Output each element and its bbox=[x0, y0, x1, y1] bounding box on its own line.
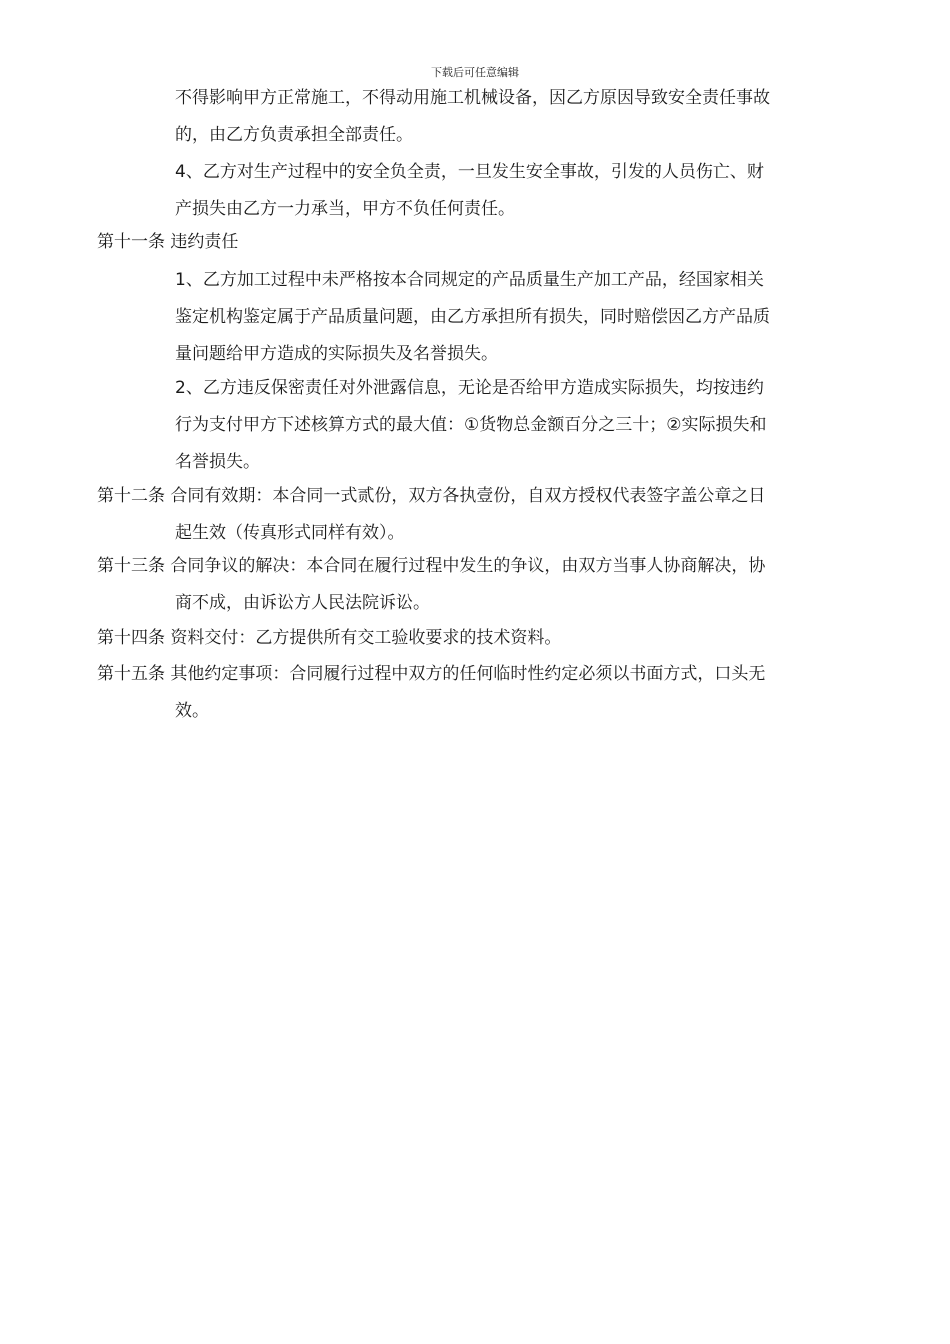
article-12 bbox=[97, 478, 765, 552]
article-14 bbox=[97, 620, 561, 657]
text-line: 名誉损失。 bbox=[175, 452, 260, 472]
article-11-heading bbox=[97, 224, 238, 261]
text-line: 第十二条 合同有效期：本合同一式贰份，双方各执壹份，自双方授权代表签字盖公章之日 bbox=[97, 486, 766, 506]
text-line: 第十三条 合同争议的解决：本合同在履行过程中发生的争议，由双方当事人协商解决，协 bbox=[97, 556, 766, 576]
article-15 bbox=[97, 656, 765, 730]
text-line: 鉴定机构鉴定属于产品质量问题，由乙方承担所有损失，同时赔偿因乙方产品质 bbox=[175, 307, 770, 327]
text-line: 不得影响甲方正常施工，不得动用施工机械设备，因乙方原因导致安全责任事故 bbox=[175, 88, 770, 108]
article-13 bbox=[97, 548, 765, 622]
text-line: 起生效（传真形式同样有效）。 bbox=[175, 523, 405, 543]
text-line: 第十五条 其他约定事项：合同履行过程中双方的任何临时性约定必须以书面方式，口头无 bbox=[97, 664, 766, 684]
text-line: 的，由乙方负责承担全部责任。 bbox=[175, 125, 413, 145]
text-line: 4、乙方对生产过程中的安全负全责，一旦发生安全事故，引发的人员伤亡、财 bbox=[175, 162, 764, 182]
page-header: 下载后可任意编辑 bbox=[431, 66, 519, 79]
text-line: 量问题给甲方造成的实际损失及名誉损失。 bbox=[175, 344, 498, 364]
paragraph-item-2 bbox=[175, 370, 766, 481]
text-line: 1、乙方加工过程中未严格按本合同规定的产品质量生产加工产品，经国家相关 bbox=[175, 270, 764, 290]
text-line: 产损失由乙方一力承当，甲方不负任何责任。 bbox=[175, 199, 515, 219]
paragraph-safety-continuation bbox=[175, 80, 770, 154]
text-line: 第十一条 违约责任 bbox=[97, 232, 239, 252]
text-line: 效。 bbox=[175, 701, 209, 721]
paragraph-item-4 bbox=[175, 154, 764, 228]
text-line: 第十四条 资料交付：乙方提供所有交工验收要求的技术资料。 bbox=[97, 628, 562, 648]
text-line: 商不成，由诉讼方人民法院诉讼。 bbox=[175, 593, 430, 613]
text-line: 2、乙方违反保密责任对外泄露信息，无论是否给甲方造成实际损失，均按违约 bbox=[175, 378, 764, 398]
text-line: 行为支付甲方下述核算方式的最大值：①货物总金额百分之三十；②实际损失和 bbox=[175, 415, 767, 435]
paragraph-item-1 bbox=[175, 262, 770, 373]
